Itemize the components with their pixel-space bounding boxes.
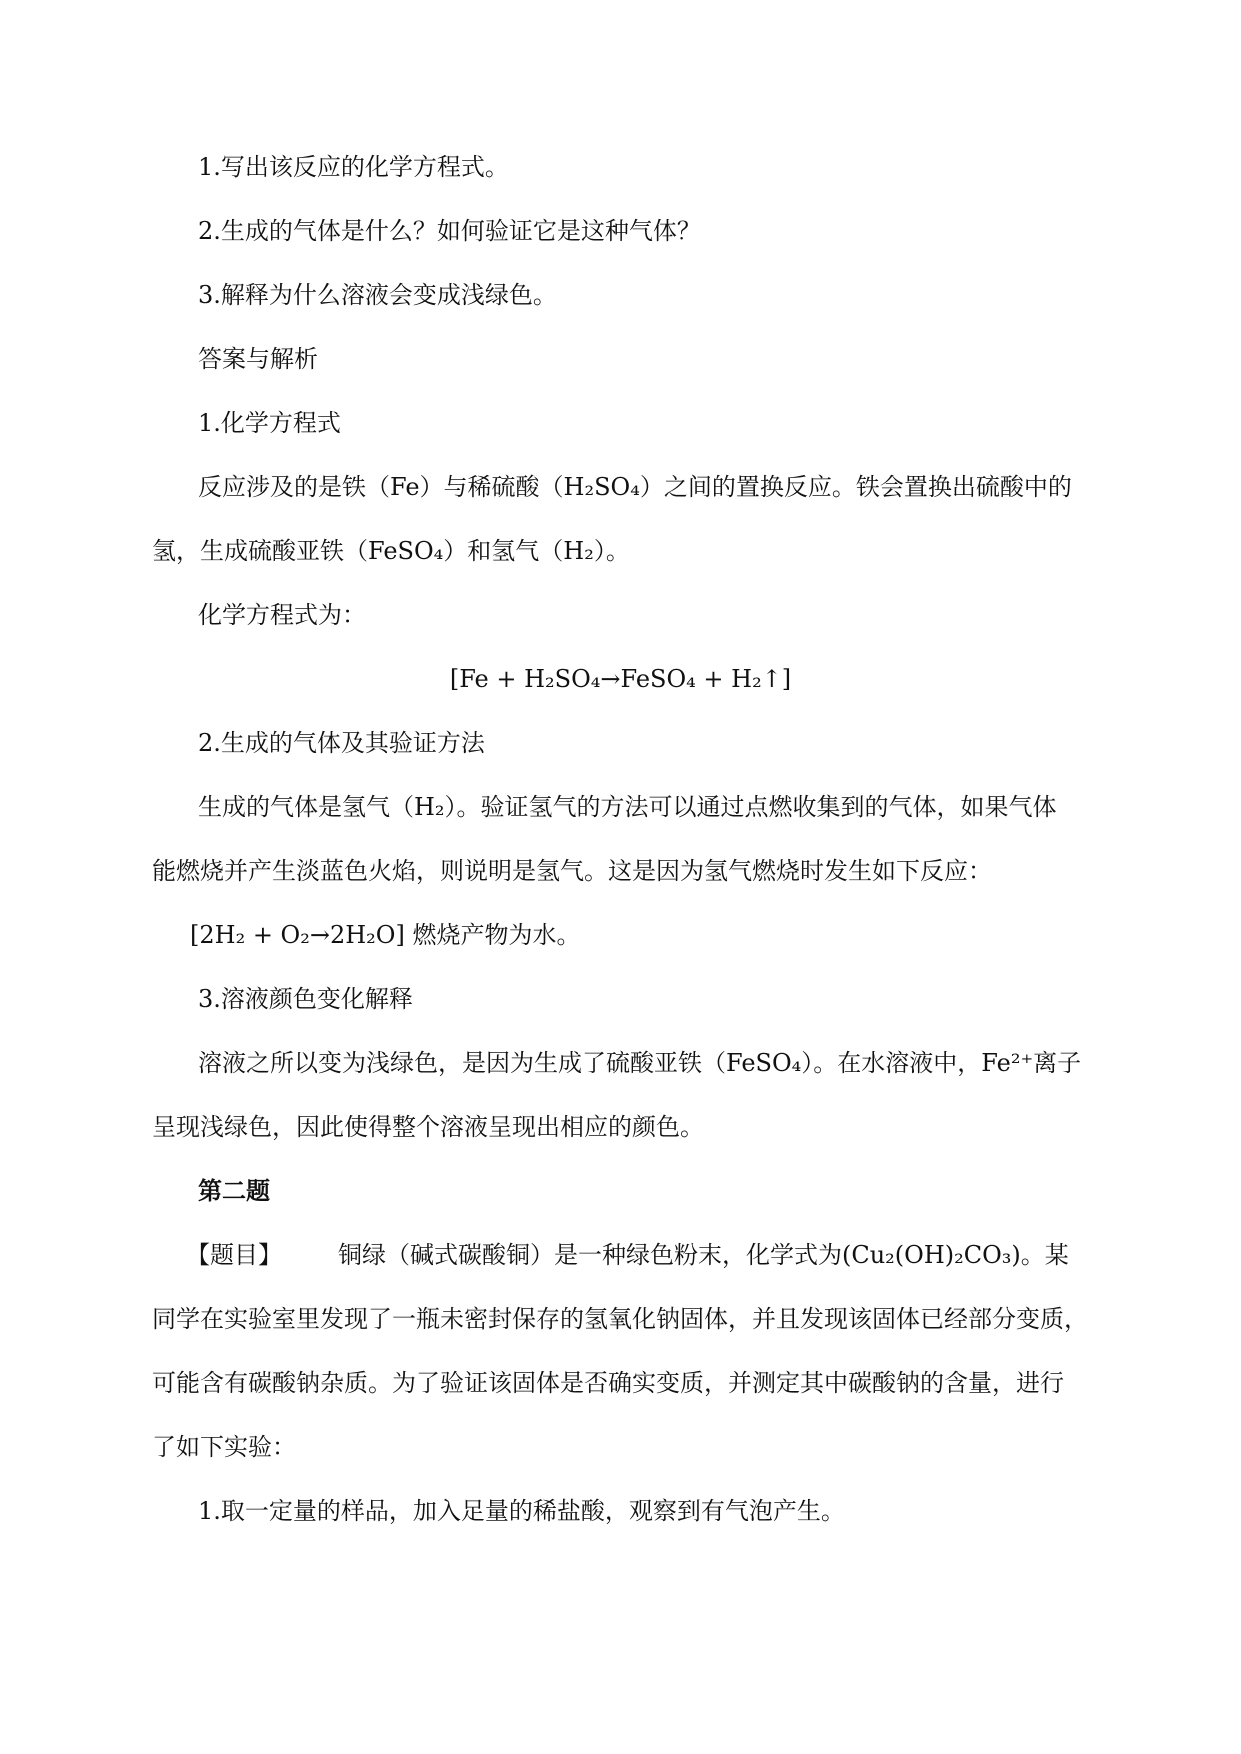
equation-iron-sulfuric-acid: [Fe + H₂SO₄→FeSO₄ + H₂↑] xyxy=(449,665,792,693)
paragraph-line: 溶液之所以变为浅绿色，是因为生成了硫酸亚铁（FeSO₄）。在水溶液中，Fe²⁺离子 xyxy=(198,1049,1082,1077)
equation-hydrogen-combustion: [2H₂ + O₂→2H₂O] 燃烧产物为水。 xyxy=(190,921,581,949)
paragraph-line: 能燃烧并产生淡蓝色火焰，则说明是氢气。这是因为氢气燃烧时发生如下反应： xyxy=(152,857,992,885)
paragraph-line: 反应涉及的是铁（Fe）与稀硫酸（H₂SO₄）之间的置换反应。铁会置换出硫酸中的 xyxy=(198,473,1072,501)
paragraph-line: 可能含有碳酸钠杂质。为了验证该固体是否确实变质，并测定其中碳酸钠的含量，进行 xyxy=(152,1369,1064,1397)
paragraph-line: 生成的气体是氢气（H₂）。验证氢气的方法可以通过点燃收集到的气体，如果气体 xyxy=(198,793,1057,821)
paragraph-line: 氢，生成硫酸亚铁（FeSO₄）和氢气（H₂）。 xyxy=(152,537,630,565)
question-2-line: 2.生成的气体是什么？如何验证它是这种气体？ xyxy=(198,217,701,245)
experiment-step-1: 1.取一定量的样品，加入足量的稀盐酸，观察到有气泡产生。 xyxy=(198,1497,845,1525)
problem-text: 铜绿（碱式碳酸铜）是一种绿色粉末，化学式为(Cu₂(OH)₂CO₃)。某 xyxy=(338,1241,1069,1269)
paragraph-line: 呈现浅绿色，因此使得整个溶液呈现出相应的颜色。 xyxy=(152,1113,704,1141)
equation-label: 化学方程式为： xyxy=(198,601,366,629)
answer-2-heading: 2.生成的气体及其验证方法 xyxy=(198,729,485,757)
problem-label: 【题目】 xyxy=(186,1241,282,1269)
answer-3-heading: 3.溶液颜色变化解释 xyxy=(198,985,413,1013)
paragraph-line: 了如下实验： xyxy=(152,1433,296,1461)
answer-heading: 答案与解析 xyxy=(198,345,318,373)
question-3-line: 3.解释为什么溶液会变成浅绿色。 xyxy=(198,281,557,309)
answer-1-heading: 1.化学方程式 xyxy=(198,409,341,437)
paragraph-line: 同学在实验室里发现了一瓶未密封保存的氢氧化钠固体，并且发现该固体已经部分变质， xyxy=(152,1305,1088,1333)
section-title: 第二题 xyxy=(198,1176,270,1205)
question-1-line: 1.写出该反应的化学方程式。 xyxy=(198,153,509,181)
problem-line xyxy=(186,1238,1069,1272)
